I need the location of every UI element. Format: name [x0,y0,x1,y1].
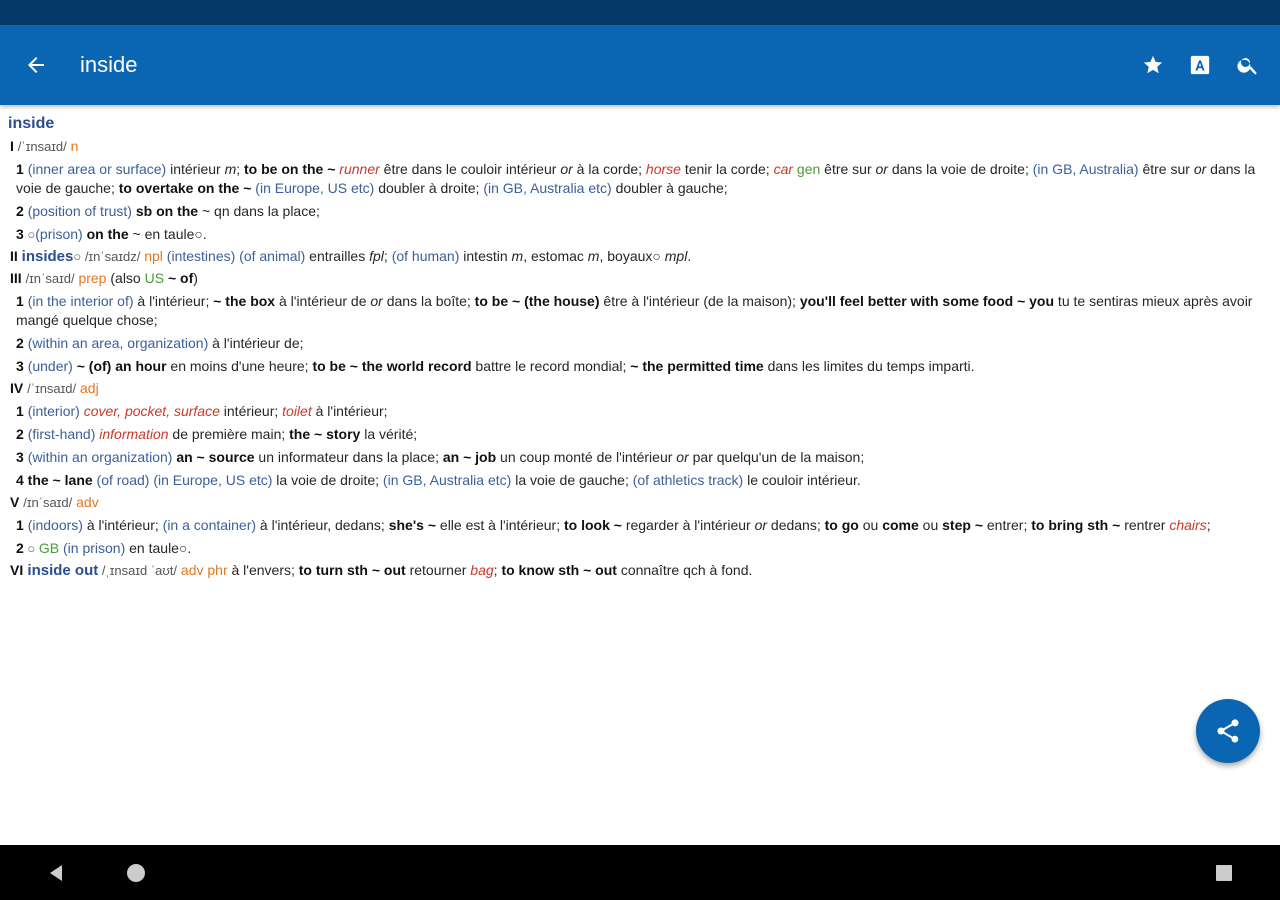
translation: regarder à l'intérieur [621,517,755,533]
sense-1-2 [10,202,1270,221]
section-number: I [10,138,14,154]
phrase: sb on the [131,203,199,219]
nav-home-button[interactable] [118,855,154,891]
sense-number: 1 [16,161,24,177]
translation: intérieur [166,161,225,177]
text: , estomac [523,248,588,264]
text: dans la voie de droite; [887,161,1033,177]
translation: tu te sentiras mieux après avoir mangé quelque chose; [16,293,1253,328]
translation: un coup monté de l'intérieur [496,449,677,465]
sense-3-3 [10,357,1270,376]
sense-5-2 [10,539,1270,558]
sense-number: 2 [16,426,24,442]
nav-home-icon [126,863,146,883]
text: dedans; [767,517,825,533]
translation: ~ qn dans la place; [198,203,320,219]
gloss: (in GB, Australia etc) [483,180,612,196]
phrase: ~ of [164,270,194,286]
share-icon [1214,717,1242,745]
text: ; [1206,517,1211,533]
sense-number: 1 [16,517,24,533]
sense-number: 3 [16,449,24,465]
sense-number: 1 [16,293,24,309]
gloss: (of human) [391,248,460,264]
back-button[interactable] [18,47,54,83]
text: , boyaux○ [599,248,665,264]
gender: m [511,248,524,264]
gloss: (in Europe, US etc) [149,472,273,488]
part-of-speech: adv phr [177,562,228,578]
phrase: to bring sth ~ [1031,517,1121,533]
text: ) [193,270,198,286]
translation: la vérité; [360,426,418,442]
text: dans la voie de gauche; [16,161,1256,196]
pronunciation: /ˌɪnsaɪd ˈaʊt/ [98,563,178,578]
arrow-back-icon [24,53,48,77]
gloss: (in a container) [162,517,257,533]
nav-recents-button[interactable] [1206,855,1242,891]
translation: la voie de droite; [272,472,383,488]
phrase: to know sth ~ out [501,562,617,578]
region-label: GB [38,540,60,556]
translation: retourner [405,562,471,578]
phrase: an ~ source [172,449,255,465]
sense-4-3 [10,448,1270,467]
register-mark: ○ [23,541,39,556]
gloss: (first-hand) [27,426,96,442]
or-word: or [676,449,689,465]
gender: m [224,161,237,177]
gloss: (in GB, Australia) [1032,161,1139,177]
collocate: car [773,161,794,177]
translation: la voie de gauche; [511,472,633,488]
translation: être à l'intérieur (de la maison); [599,293,800,309]
section-header-inside-out [10,561,1270,580]
gender: m [587,248,600,264]
translation: ~ en taule○. [128,226,207,242]
gloss: (in the interior of) [27,293,134,309]
translation: à l'intérieur de [275,293,371,309]
phrase: to go [824,517,859,533]
usage-label: gen [793,161,821,177]
gloss: (indoors) [27,517,83,533]
sense-number: 4 [16,472,24,488]
part-of-speech: n [70,138,79,154]
gender: fpl [369,248,384,264]
translation: être sur [820,161,876,177]
sense-4-4 [10,471,1270,490]
translation: elle est à l'intérieur; [436,517,564,533]
sense-number: 1 [16,403,24,419]
sense-3-2 [10,334,1270,353]
sense-1-3 [10,225,1270,244]
phrase: you'll feel better with some food ~ you [799,293,1055,309]
text: ; [236,161,245,177]
translation: entrailles [305,248,370,264]
phrase: ~ the box [213,293,276,309]
text: . [687,248,692,264]
phrase: to turn sth ~ out [298,562,406,578]
pronunciation: /ɪnˈsaɪd/ [23,495,73,510]
gloss: (intestines) [162,248,236,264]
subentry-word: inside out [23,562,99,579]
translation: être sur [1138,161,1194,177]
translation: dans les limites du temps imparti. [763,358,975,374]
translation: rentrer [1120,517,1170,533]
gloss: (of road) [92,472,150,488]
or-word: or [875,161,888,177]
collocate: toilet [282,403,312,419]
star-icon [1142,54,1164,76]
gloss: (within an organization) [27,449,173,465]
or-word: or [1193,161,1207,177]
section-header-adj [10,379,1270,398]
entry-headword: inside [8,115,55,132]
sense-4-1 [10,402,1270,421]
pronunciation: /ɪnˈsaɪd/ [25,271,75,286]
collocate: runner [335,161,380,177]
text: ou [858,517,883,533]
phrase: come [882,517,919,533]
nav-recents-icon [1215,864,1233,882]
phrase: to overtake on the ~ [118,180,252,196]
phrase: to be ~ (the house) [474,293,600,309]
gloss: (in prison) [59,540,126,556]
translation: à l'intérieur, dedans; [256,517,389,533]
section-header-prep [10,269,1270,288]
region-label: US [144,270,165,286]
gloss: (within an area, organization) [27,335,209,351]
collocate: bag [470,562,494,578]
section-header-adv [10,493,1270,512]
translation: connaître qch à fond. [616,562,753,578]
gloss: (inner area or surface) [27,161,167,177]
text-format-icon [1189,54,1211,76]
sense-number: 3 [16,358,24,374]
translation: en moins d'une heure; [166,358,313,374]
part-of-speech: npl [140,248,163,264]
phrase: an ~ job [442,449,497,465]
phrase: to be on the ~ [244,161,336,177]
text: dans la boîte; [382,293,475,309]
translation: à l'intérieur; [133,293,214,309]
gloss: (of athletics track) [632,472,744,488]
favorite-button[interactable] [1135,47,1171,83]
translation: battre le record mondial; [471,358,631,374]
text: par quelqu'un de la maison; [688,449,865,465]
gloss: (of animal) [235,248,306,264]
font-size-button[interactable] [1182,47,1218,83]
phrase: ~ (of) an hour [72,358,167,374]
gloss: (prison) [35,226,83,242]
section-number: VI [10,562,24,578]
translation: doubler à droite; [374,180,484,196]
translation: entrer; [983,517,1032,533]
sense-number: 3 [16,226,24,242]
or-word: or [754,517,768,533]
nav-back-button[interactable] [38,855,74,891]
sense-number: 2 [16,540,24,556]
part-of-speech: adv [72,494,99,510]
translation: tenir la corde; [680,161,774,177]
phrase: she's ~ [388,517,437,533]
phrase: the ~ story [289,426,361,442]
section-number: V [10,494,20,510]
nav-back-icon [46,863,66,883]
text: ; [383,248,392,264]
section-number: IV [10,380,24,396]
part-of-speech: prep [74,270,107,286]
or-word: or [370,293,383,309]
translation: intestin [459,248,512,264]
sense-number: 2 [16,203,24,219]
sense-3-1 [10,292,1270,330]
register-mark: ○ [73,249,82,264]
collocate: cover, pocket, surface [79,403,220,419]
gender: mpl [664,248,688,264]
phrase: the ~ lane [23,472,93,488]
pronunciation: /ˈɪnsaɪd/ [27,381,77,396]
text: à la corde; [572,161,646,177]
collocate: horse [645,161,681,177]
system-nav-bar [0,845,1280,900]
sense-5-1 [10,516,1270,535]
phrase: to be ~ the world record [312,358,472,374]
text: ou [918,517,943,533]
phrase: ~ the permitted time [630,358,764,374]
translation: doubler à gauche; [611,180,728,196]
pronunciation: /ɪnˈsaɪdz/ [81,249,141,264]
sense-4-2 [10,425,1270,444]
translation: le couloir intérieur. [743,472,861,488]
gloss: (interior) [27,403,80,419]
collocate: information [95,426,169,442]
text: ; [493,562,502,578]
search-button[interactable] [1230,47,1266,83]
gloss: (in Europe, US etc) [251,180,375,196]
part-of-speech: adj [76,380,99,396]
or-word: or [560,161,573,177]
sense-number: 2 [16,335,24,351]
page-title: inside [80,52,138,77]
section-number: III [10,270,22,286]
phrase: to look ~ [563,517,622,533]
status-bar [0,0,1280,25]
gloss: (under) [27,358,73,374]
sense-1-1 [10,160,1270,198]
share-button[interactable] [1196,699,1260,763]
translation: à l'intérieur de; [208,335,304,351]
translation: à l'intérieur; [311,403,388,419]
dictionary-entry [0,108,1280,843]
section-header-insides [10,247,1270,266]
subentry-word: insides [21,248,74,265]
translation: être dans le couloir intérieur [379,161,561,177]
phrase: on the [82,226,129,242]
pronunciation: /ˈɪnsaɪd/ [17,139,67,154]
search-icon [1236,53,1260,77]
gloss: (in GB, Australia etc) [382,472,512,488]
translation: intérieur; [219,403,283,419]
app-bar [0,25,1280,105]
section-header-noun [10,137,1270,156]
collocate: chairs [1169,517,1207,533]
register-mark: ○ [23,227,36,242]
section-number: II [10,248,18,264]
text: (also [106,270,145,286]
phrase: step ~ [942,517,983,533]
translation: un informateur dans la place; [254,449,443,465]
translation: à l'intérieur; [82,517,163,533]
gloss: (position of trust) [27,203,132,219]
translation: de première main; [168,426,290,442]
translation: à l'envers; [227,562,299,578]
translation: en taule○. [125,540,192,556]
